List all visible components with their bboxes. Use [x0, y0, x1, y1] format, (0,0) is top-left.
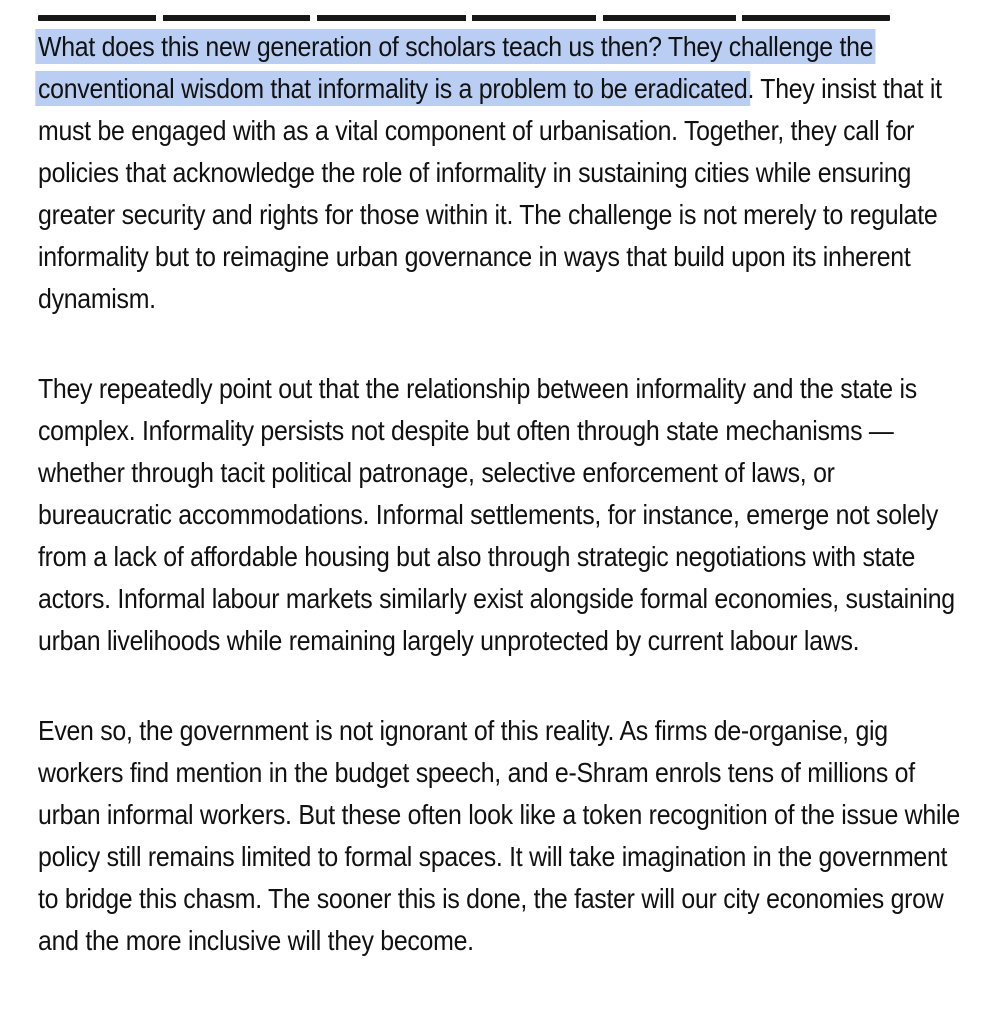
text-segment: policy still remains limited to formal spaces. It will take imagination in the government [38, 841, 948, 872]
text-line [38, 536, 915, 578]
text-line [38, 836, 947, 878]
text-line [38, 878, 943, 920]
text-segment: Even so, the government is not ignorant of this reality. As firms de-organise, gig [38, 715, 888, 746]
text-line [38, 794, 960, 836]
text-line [38, 236, 910, 278]
text-segment: urban informal workers. But these often look like a token recognition of the issue while [38, 799, 960, 830]
text-line [38, 620, 859, 662]
text-line [38, 368, 917, 410]
text-line [38, 194, 937, 236]
text-segment: from a lack of affordable housing but also through strategic negotiations with state [38, 541, 916, 572]
text-segment: and the more inclusive will they become. [38, 925, 474, 956]
text-segment: informality but to reimagine urban governance in ways that build upon its inherent [38, 241, 911, 272]
text-line [38, 710, 888, 752]
text-line [38, 410, 893, 452]
text-line [38, 494, 938, 536]
text-line [38, 452, 835, 494]
paragraph-2 [38, 368, 960, 662]
text-segment: They repeatedly point out that the relationship between informality and the state is [38, 373, 917, 404]
text-segment: actors. Informal labour markets similarly exist alongside formal economies, sustaining [38, 583, 955, 614]
text-segment: policies that acknowledge the role of informality in sustaining cities while ensuring [38, 157, 912, 188]
text-segment: to bridge this chasm. The sooner this is done, the faster will our city economies grow [38, 883, 944, 914]
text-segment: must be engaged with as a vital component of urbanisation. Together, they call for [38, 115, 915, 146]
cropped-text-line-top [38, 15, 890, 21]
text-segment: workers find mention in the budget speech, and e-Shram enrols tens of millions of [38, 757, 915, 788]
text-line [38, 152, 911, 194]
text-segment: bureaucratic accommodations. Informal settlements, for instance, emerge not solely [38, 499, 939, 530]
text-segment: . They insist that it [747, 73, 942, 104]
highlighted-text-segment: conventional wisdom that informality is a problem to be eradicated [35, 71, 750, 106]
text-line [38, 578, 955, 620]
text-segment: dynamism. [38, 283, 156, 314]
text-segment: urban livelihoods while remaining largely unprotected by current labour laws. [38, 625, 860, 656]
text-line [38, 110, 914, 152]
paragraph-1 [38, 26, 960, 320]
text-line [38, 68, 942, 110]
paragraph-3 [38, 710, 960, 962]
article-body [38, 26, 960, 1010]
text-segment: greater security and rights for those within it. The challenge is not merely to regulate [38, 199, 938, 230]
text-line [38, 278, 156, 320]
text-line [38, 26, 873, 68]
text-line [38, 752, 915, 794]
text-segment: complex. Informality persists not despite but often through state mechanisms — [38, 415, 894, 446]
highlighted-text-segment: What does this new generation of scholars teach us then? They challenge the [35, 29, 876, 64]
text-segment: whether through tacit political patronage, selective enforcement of laws, or [38, 457, 835, 488]
text-line [38, 920, 474, 962]
